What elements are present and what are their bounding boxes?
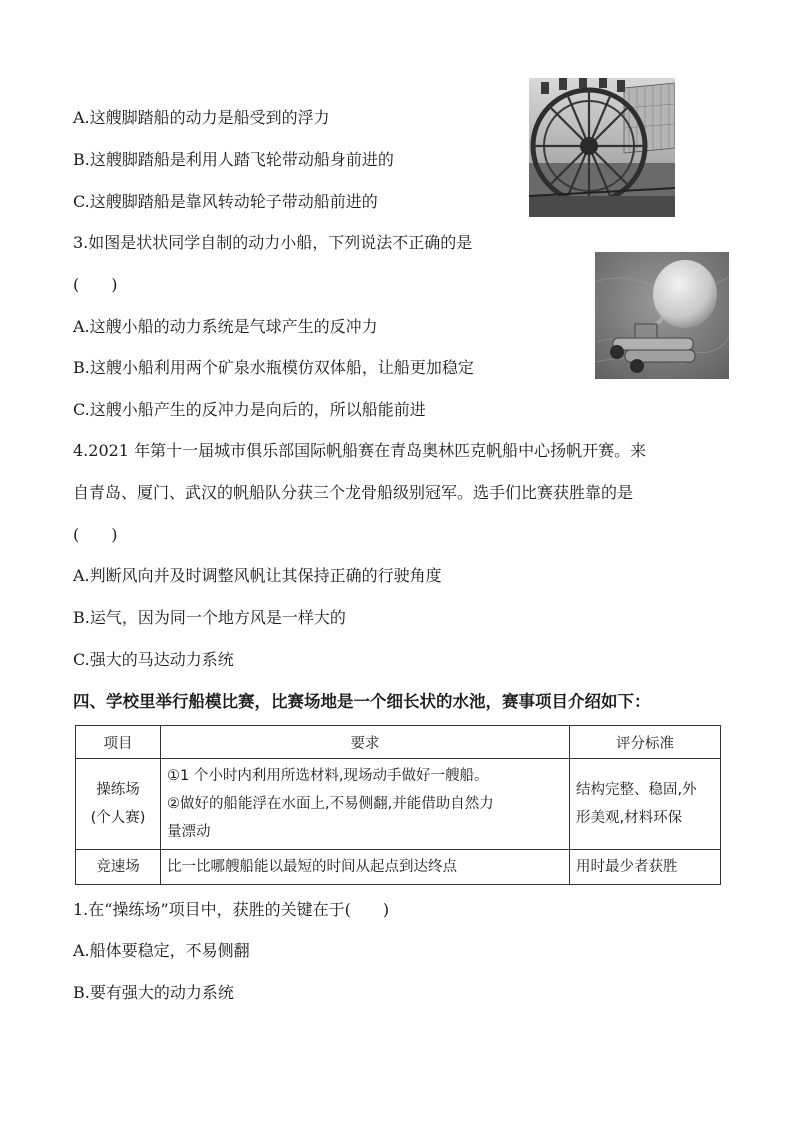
header-requirement: 要求 (161, 726, 570, 759)
q2-option-c: C.这艘脚踏船是靠风转动轮子带动船前进的 (73, 192, 378, 211)
q4-option-b: B.运气，因为同一个地方风是一样大的 (73, 608, 346, 627)
q3-answer-paren: ( ) (73, 275, 118, 294)
row-1-score-line-2: 形美观,材料环保 (576, 810, 683, 826)
row-1-req-line-2: ②做好的船能浮在水面上,不易侧翻,并能借助自然力 (167, 796, 494, 812)
q5-stem: 1.在“操练场”项目中，获胜的关键在于( ) (73, 900, 390, 919)
row-1-req-line-3: 量漂动 (167, 824, 211, 840)
paddle-wheel-boat-photo (529, 78, 675, 217)
row-1-item-line-2: (个人赛) (90, 810, 146, 826)
section-4-heading: 四、学校里举行船模比赛，比赛场地是一个细长状的水池，赛事项目介绍如下： (73, 692, 651, 711)
header-item: 项目 (76, 726, 161, 759)
q2-option-a: A.这艘脚踏船的动力是船受到的浮力 (73, 108, 330, 127)
row-1-score-line-1: 结构完整、稳固,外 (576, 782, 697, 798)
competition-rules-table (75, 725, 721, 885)
row-2-requirement (161, 850, 570, 885)
row-2-score-line-1: 用时最少者获胜 (576, 859, 678, 875)
q4-answer-paren: ( ) (73, 525, 118, 544)
table-row (76, 850, 721, 885)
q4-stem-line-2: 自青岛、厦门、武汉的帆船队分获三个龙骨船级别冠军。选手们比赛获胜靠的是 (73, 483, 634, 502)
q5-option-a: A.船体要稳定，不易侧翻 (73, 941, 250, 960)
q4-stem-line-1: 4.2021 年第十一届城市俱乐部国际帆船赛在青岛奥林匹克帆船中心扬帆开赛。来 (73, 441, 647, 460)
row-1-requirement (161, 759, 570, 850)
row-2-item-line-1: 竞速场 (96, 859, 140, 875)
table-header-row (76, 726, 721, 759)
row-2-req-line-1: 比一比哪艘船能以最短的时间从起点到达终点 (167, 859, 457, 875)
q3-option-a: A.这艘小船的动力系统是气球产生的反冲力 (73, 317, 378, 336)
balloon-boat-photo (595, 252, 729, 379)
row-1-scoring (570, 759, 721, 850)
q4-option-a: A.判断风向并及时调整风帆让其保持正确的行驶角度 (73, 566, 442, 585)
row-1-req-line-1: ①1 个小时内利用所选材料,现场动手做好一艘船。 (167, 768, 489, 784)
q3-stem: 3.如图是状状同学自制的动力小船，下列说法不正确的是 (73, 233, 473, 252)
header-scoring: 评分标准 (570, 726, 721, 759)
q5-option-b: B.要有强大的动力系统 (73, 983, 234, 1002)
q3-option-b: B.这艘小船利用两个矿泉水瓶模仿双体船，让船更加稳定 (73, 358, 474, 377)
row-2-item (76, 850, 161, 885)
table-row (76, 759, 721, 850)
q4-option-c: C.强大的马达动力系统 (73, 650, 234, 669)
row-1-item-line-1: 操练场 (96, 782, 140, 798)
q2-option-b: B.这艘脚踏船是利用人踏飞轮带动船身前进的 (73, 150, 394, 169)
row-1-item (76, 759, 161, 850)
q3-option-c: C.这艘小船产生的反冲力是向后的，所以船能前进 (73, 400, 426, 419)
row-2-scoring (570, 850, 721, 885)
